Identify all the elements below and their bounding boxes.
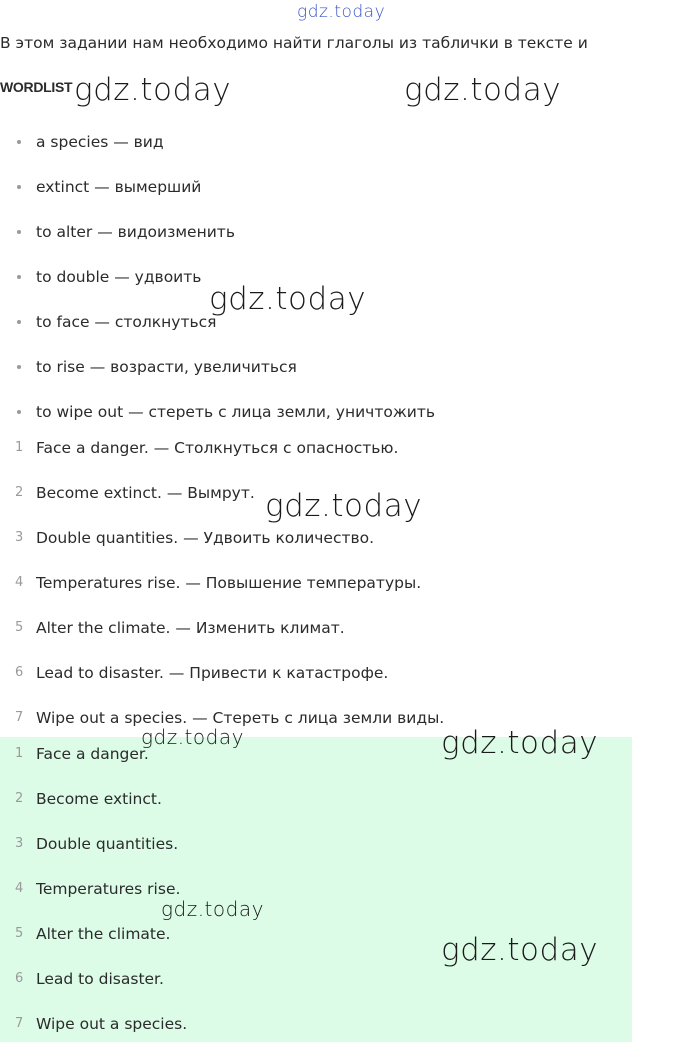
list-item	[0, 659, 444, 704]
answer-text: Double quantities.	[36, 835, 179, 853]
list-item	[0, 353, 435, 398]
translation-text: Double quantities. — Удвоить количество.	[36, 529, 375, 547]
wordlist-entry: to wipe out — стереть с лица земли, уничтожить	[36, 403, 436, 421]
item-number: 3	[15, 530, 24, 545]
watermark: gdz.today	[161, 897, 264, 921]
bullet-icon	[17, 275, 21, 279]
item-number: 4	[15, 881, 24, 896]
bullet-icon	[17, 140, 21, 144]
intro-text: В этом задании нам необходимо найти глаголы из таблички в тексте и	[0, 34, 588, 52]
list-item	[0, 920, 187, 965]
translation-text: Temperatures rise. — Повышение температуры.	[36, 574, 422, 592]
translations-list	[0, 434, 444, 749]
watermark: gdz.today	[265, 488, 423, 524]
item-number: 2	[15, 791, 24, 806]
answer-text: Lead to disaster.	[36, 970, 164, 988]
list-item	[0, 830, 187, 875]
translation-text: Lead to disaster. — Привести к катастрофе.	[36, 664, 389, 682]
answer-text: Temperatures rise.	[36, 880, 181, 898]
wordlist-entry: a species — вид	[36, 133, 164, 151]
list-item	[0, 875, 187, 920]
list-item	[0, 434, 444, 479]
item-number: 5	[15, 620, 24, 635]
item-number: 1	[15, 440, 24, 455]
item-number: 6	[15, 971, 24, 986]
translation-text: Wipe out a species. — Стереть с лица земли виды.	[36, 709, 445, 727]
list-item	[0, 965, 187, 1010]
item-number: 5	[15, 926, 24, 941]
item-number: 4	[15, 575, 24, 590]
watermark: gdz.today	[404, 72, 562, 108]
item-number: 6	[15, 665, 24, 680]
list-item	[0, 1010, 187, 1055]
item-number: 7	[15, 710, 24, 725]
translation-text: Face a danger. — Столкнуться с опасностью.	[36, 439, 399, 457]
wordlist-entry: to alter — видоизменить	[36, 223, 235, 241]
answer-text: Become extinct.	[36, 790, 162, 808]
item-number: 2	[15, 485, 24, 500]
item-number: 3	[15, 836, 24, 851]
wordlist-entry: to double — удвоить	[36, 268, 202, 286]
list-item	[0, 785, 187, 830]
wordlist-entry: to face — столкнуться	[36, 313, 217, 331]
watermark: gdz.today	[441, 932, 599, 968]
watermark: gdz.today	[74, 72, 232, 108]
list-item	[0, 128, 435, 173]
bullet-icon	[17, 365, 21, 369]
list-item	[0, 569, 444, 614]
watermark: gdz.today	[141, 725, 244, 749]
item-number: 7	[15, 1016, 24, 1031]
answer-text: Alter the climate.	[36, 925, 171, 943]
watermark: gdz.today	[441, 725, 599, 761]
watermark-top: gdz.today	[297, 2, 386, 22]
translation-text: Alter the climate. — Изменить климат.	[36, 619, 345, 637]
watermark: gdz.today	[209, 281, 367, 317]
item-number: 1	[15, 746, 24, 761]
wordlist-title: WORDLIST	[0, 79, 73, 95]
translation-text: Become extinct. — Вымрут.	[36, 484, 255, 502]
list-item	[0, 173, 435, 218]
answer-text: Wipe out a species.	[36, 1015, 188, 1033]
wordlist-entry: extinct — вымерший	[36, 178, 202, 196]
bullet-icon	[17, 185, 21, 189]
wordlist-entry: to rise — возрасти, увеличиться	[36, 358, 297, 376]
bullet-icon	[17, 320, 21, 324]
answer-text: Face a danger.	[36, 745, 149, 763]
bullet-icon	[17, 410, 21, 414]
bullet-icon	[17, 230, 21, 234]
list-item	[0, 524, 444, 569]
list-item	[0, 218, 435, 263]
answers-list	[0, 740, 187, 1055]
list-item	[0, 614, 444, 659]
